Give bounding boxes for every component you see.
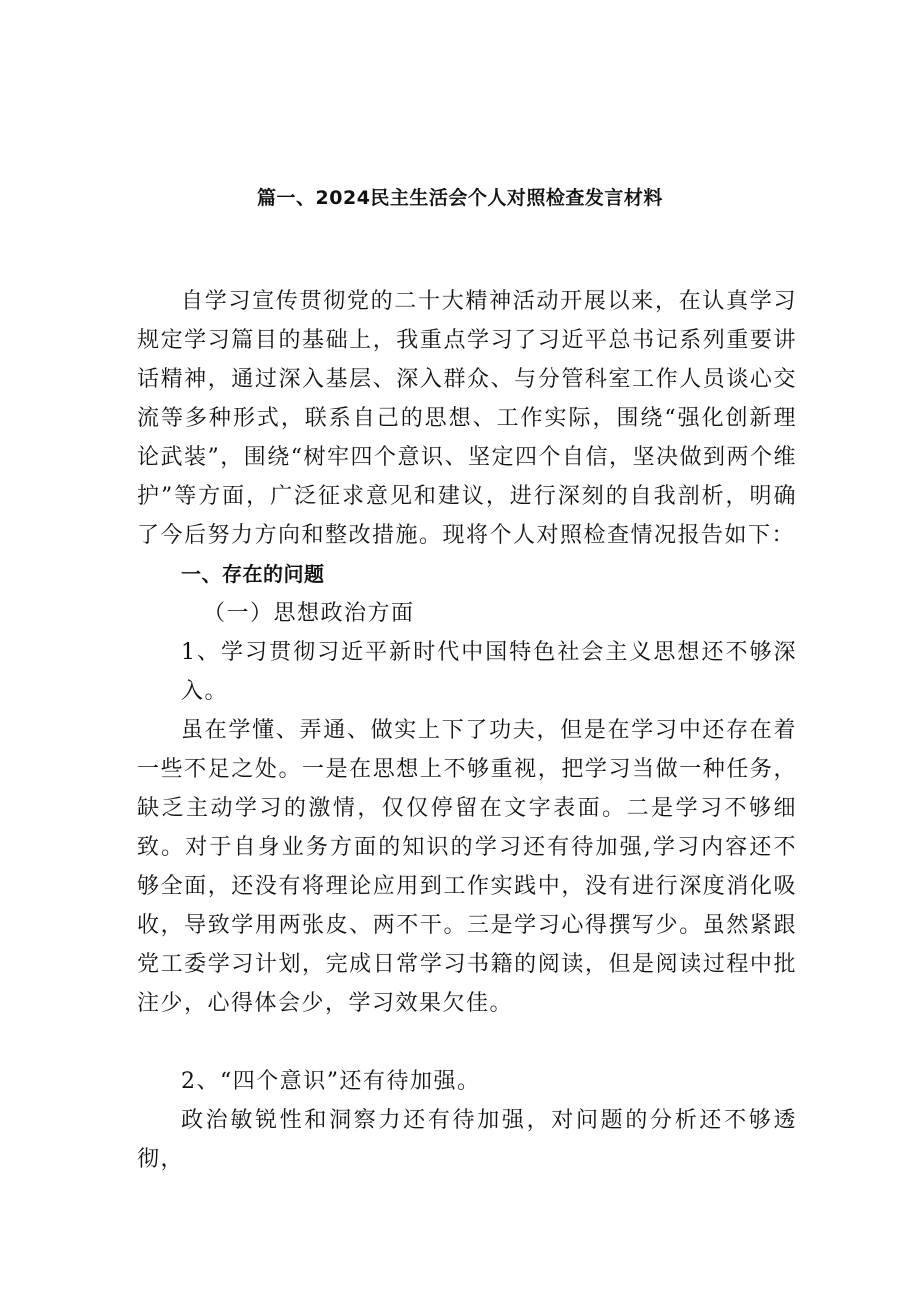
- intro-paragraph: 自学习宣传贯彻党的二十大精神活动开展以来，在认真学习规定学习篇目的基础上，我重点学习了习近平总书记系列重要讲话精神，通过深入基层、深入群众、与分管科室工作人员谈心交流等多种形式，联系自己的思想、工作实际，围绕“强化创新理论武装”，围绕“树牢四个意识、坚定四个自信，坚决做到两个维护”等方面，广泛征求意见和建议，进行深刻的自我剖析，明确了今后努力方向和整改措施。现将个人对照检查情况报告如下：: [137, 289, 797, 548]
- item-heading-1: 1、学习贯彻习近平新时代中国特色社会主义思想还不够深入。: [181, 640, 797, 704]
- item-body-1: 虽在学懂、弄通、做实上下了功夫，但是在学习中还存在着一些不足之处。一是在思想上不够重视，把学习当做一种任务，缺乏主动学习的激情，仅仅停留在文字表面。二是学习不够细致。对于自身业务方面的知识的学习还有待加强,学习内容还不够全面，还没有将理论应用到工作实践中，没有进行深度消化吸收，导致学用两张皮、两不干。三是学习心得撰写少。虽然紧跟党工委学习计划，完成日常学习书籍的阅读，但是阅读过程中批注少，心得体会少，学习效果欠佳。: [137, 718, 797, 1016]
- item-body-2: 政治敏锐性和洞察力还有待加强，对问题的分析还不够透彻，: [137, 1108, 797, 1172]
- document-title: 篇一、2024民主生活会个人对照检查发言材料: [257, 187, 663, 209]
- section-heading: 一、存在的问题: [181, 562, 325, 586]
- subsection-heading: （一）思想政治方面: [203, 601, 415, 626]
- item-heading-2: 2、“四个意识”还有待加强。: [181, 1069, 481, 1094]
- document-body: [137, 282, 797, 1179]
